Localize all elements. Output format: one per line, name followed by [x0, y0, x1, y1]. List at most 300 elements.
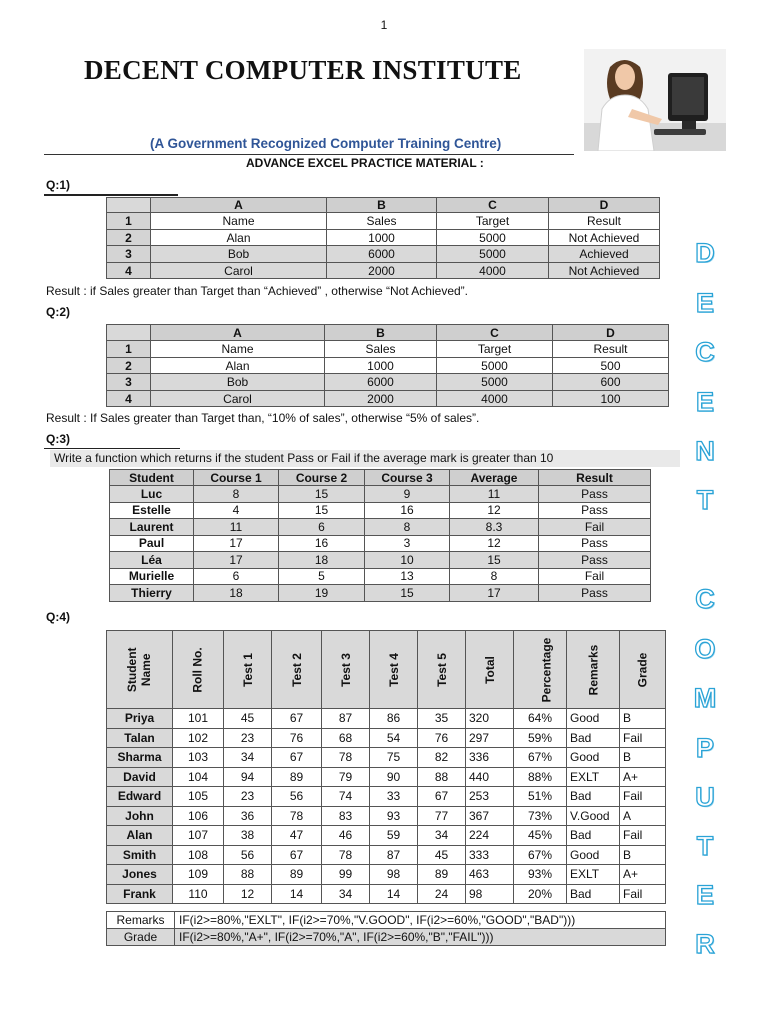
table-cell: Bob — [151, 246, 327, 263]
table-cell: 15 — [365, 585, 450, 602]
side-letter: C — [695, 584, 715, 614]
table-cell: 14 — [370, 884, 418, 904]
table-cell: Good — [567, 709, 620, 729]
column-header-label: Remarks — [585, 644, 600, 695]
table-cell: 106 — [173, 806, 224, 826]
table-cell: 17 — [450, 585, 539, 602]
table-cell: Bad — [567, 728, 620, 748]
table-cell: 109 — [173, 865, 224, 885]
row-number: 1 — [107, 213, 151, 230]
column-header: D — [553, 325, 669, 341]
table-cell: 98 — [466, 884, 514, 904]
column-header: B — [325, 325, 437, 341]
table-cell: 82 — [418, 748, 466, 768]
table-cell: 87 — [322, 709, 370, 729]
student-name: Thierry — [110, 585, 194, 602]
student-name: Murielle — [110, 568, 194, 585]
table-cell: 15 — [279, 486, 365, 503]
table-cell: 88 — [418, 767, 466, 787]
table-cell: Bad — [567, 884, 620, 904]
side-letter: P — [695, 733, 714, 763]
table-cell: 59 — [370, 826, 418, 846]
column-header: D — [549, 198, 660, 213]
material-heading: ADVANCE EXCEL PRACTICE MATERIAL : — [246, 156, 484, 170]
table-cell: 73% — [514, 806, 567, 826]
table-cell: B — [620, 709, 666, 729]
subtitle: (A Government Recognized Computer Training Centre) — [150, 136, 502, 151]
table-cell: Target — [437, 213, 549, 230]
table-cell: 16 — [365, 502, 450, 519]
table-cell: 100 — [553, 391, 669, 407]
table-cell: 15 — [450, 552, 539, 569]
table-cell: 17 — [194, 535, 279, 552]
row-number: 1 — [107, 341, 151, 358]
table-cell: Alan — [151, 230, 327, 246]
column-header: C — [437, 325, 553, 341]
table-cell: B — [620, 748, 666, 768]
table-cell: 86 — [370, 709, 418, 729]
table-cell: 16 — [279, 535, 365, 552]
table-cell: 3 — [365, 535, 450, 552]
table-row — [107, 865, 666, 885]
table-cell: 1000 — [325, 358, 437, 374]
table-cell: Pass — [539, 535, 651, 552]
column-header — [370, 631, 418, 709]
table-cell: 8 — [365, 519, 450, 536]
table-cell: 93% — [514, 865, 567, 885]
table-row — [107, 246, 660, 263]
side-letter: R — [695, 929, 715, 959]
table-cell: V.Good — [567, 806, 620, 826]
table-cell: Pass — [539, 552, 651, 569]
table-cell: 14 — [272, 884, 322, 904]
table-row — [107, 709, 666, 729]
q3-table — [109, 469, 651, 602]
table-cell: 56 — [224, 845, 272, 865]
column-header — [514, 631, 567, 709]
table-cell: 11 — [450, 486, 539, 503]
table-row — [107, 391, 669, 407]
table-row — [107, 358, 669, 374]
table-cell: 67 — [272, 709, 322, 729]
table-cell: 46 — [322, 826, 370, 846]
q2-column-header-row — [107, 325, 669, 341]
table-cell: 8 — [450, 568, 539, 585]
table-cell: 10 — [365, 552, 450, 569]
table-cell: 23 — [224, 728, 272, 748]
table-cell: 463 — [466, 865, 514, 885]
table-cell: Good — [567, 748, 620, 768]
table-row — [107, 884, 666, 904]
table-cell: Alan — [151, 358, 325, 374]
table-cell: 105 — [173, 787, 224, 807]
formula-label: Grade — [107, 929, 175, 946]
q1-result-text: Result : if Sales greater than Target than “Achieved” , otherwise “Not Achieved”. — [46, 284, 468, 298]
table-cell: 8.3 — [450, 519, 539, 536]
table-cell: 600 — [553, 374, 669, 391]
table-cell: 34 — [418, 826, 466, 846]
student-name: Edward — [107, 787, 173, 807]
row-number: 2 — [107, 358, 151, 374]
table-cell: 78 — [322, 748, 370, 768]
column-header: B — [327, 198, 437, 213]
table-row — [107, 728, 666, 748]
table-row — [110, 585, 651, 602]
table-cell: 500 — [553, 358, 669, 374]
table-cell: 34 — [224, 748, 272, 768]
q1-column-header-row — [107, 198, 660, 213]
student-name: Priya — [107, 709, 173, 729]
student-name: Luc — [110, 486, 194, 503]
table-cell: Not Achieved — [549, 230, 660, 246]
formula-text: IF(i2>=80%,"EXLT", IF(i2>=70%,"V.GOOD", IF(i2>=60%,"GOOD","BAD"))) — [175, 912, 666, 929]
table-row — [107, 748, 666, 768]
column-header — [567, 631, 620, 709]
table-cell: 45% — [514, 826, 567, 846]
table-cell: Carol — [151, 263, 327, 279]
q2-table — [106, 324, 669, 407]
column-header-label: Total — [482, 655, 497, 684]
table-cell: 45 — [224, 709, 272, 729]
q2-result-text: Result : If Sales greater than Target than, “10% of sales”, otherwise “5% of sales”. — [46, 411, 480, 425]
table-cell: 67 — [418, 787, 466, 807]
row-number: 4 — [107, 391, 151, 407]
q3-instruction: Write a function which returns if the student Pass or Fail if the average mark is greater than 10 — [50, 450, 680, 467]
column-header: Average — [450, 470, 539, 486]
table-cell: 20% — [514, 884, 567, 904]
table-cell: 4000 — [437, 263, 549, 279]
side-letter: M — [693, 683, 717, 713]
column-header — [418, 631, 466, 709]
table-cell: Good — [567, 845, 620, 865]
table-cell: 59% — [514, 728, 567, 748]
formula-row — [107, 912, 666, 929]
student-name: Sharma — [107, 748, 173, 768]
side-letter: E — [695, 880, 714, 910]
column-header-label: Test 5 — [434, 652, 449, 687]
side-letter: D — [695, 238, 715, 268]
column-header — [322, 631, 370, 709]
table-cell: 93 — [370, 806, 418, 826]
table-cell: Bad — [567, 826, 620, 846]
table-cell: 224 — [466, 826, 514, 846]
table-cell: 94 — [224, 767, 272, 787]
page-title: DECENT COMPUTER INSTITUTE — [84, 55, 522, 85]
column-header — [466, 631, 514, 709]
table-cell: 103 — [173, 748, 224, 768]
table-row — [107, 374, 669, 391]
table-cell: 6 — [194, 568, 279, 585]
student-name: Frank — [107, 884, 173, 904]
table-cell: 78 — [322, 845, 370, 865]
side-letter: T — [696, 485, 714, 515]
column-header-label: Test 3 — [338, 652, 353, 687]
table-row — [110, 552, 651, 569]
table-cell: Fail — [539, 519, 651, 536]
formula-text: IF(i2>=80%,"A+", IF(i2>=70%,"A", IF(i2>=60%,"B","FAIL"))) — [175, 929, 666, 946]
q3-underline — [44, 448, 180, 449]
q1-table — [106, 197, 660, 279]
student-name: John — [107, 806, 173, 826]
table-cell: 88 — [224, 865, 272, 885]
table-cell: 67 — [272, 845, 322, 865]
table-cell: Pass — [539, 502, 651, 519]
table-cell: Fail — [620, 787, 666, 807]
table-cell: 12 — [450, 502, 539, 519]
header-divider — [44, 154, 574, 155]
table-cell: 336 — [466, 748, 514, 768]
formula-row — [107, 929, 666, 946]
table-cell: Fail — [620, 884, 666, 904]
q4-header-row — [107, 631, 666, 709]
row-number: 4 — [107, 263, 151, 279]
header-photo — [584, 49, 726, 151]
table-cell: Fail — [620, 826, 666, 846]
formula-label: Remarks — [107, 912, 175, 929]
table-cell: 64% — [514, 709, 567, 729]
table-cell: 9 — [365, 486, 450, 503]
column-header-label: Test 1 — [240, 652, 255, 687]
table-cell: 77 — [418, 806, 466, 826]
side-letter: N — [695, 436, 715, 466]
table-cell: 90 — [370, 767, 418, 787]
table-cell: Achieved — [549, 246, 660, 263]
student-name: Smith — [107, 845, 173, 865]
table-cell: 56 — [272, 787, 322, 807]
table-cell: 5000 — [437, 374, 553, 391]
q4-label: Q:4) — [46, 610, 70, 624]
formula-table — [106, 911, 666, 946]
table-cell: 83 — [322, 806, 370, 826]
table-row — [107, 230, 660, 246]
student-name: Talan — [107, 728, 173, 748]
student-name: Paul — [110, 535, 194, 552]
column-header-label: Grade — [635, 652, 650, 687]
table-cell: 108 — [173, 845, 224, 865]
table-cell: 5000 — [437, 230, 549, 246]
column-header-label: Student Name — [124, 647, 153, 692]
table-cell: Fail — [539, 568, 651, 585]
table-row — [107, 213, 660, 230]
student-name: Laurent — [110, 519, 194, 536]
student-name: Estelle — [110, 502, 194, 519]
table-cell: Result — [549, 213, 660, 230]
table-cell: Name — [151, 341, 325, 358]
table-cell: 89 — [272, 865, 322, 885]
column-header: Course 3 — [365, 470, 450, 486]
row-number: 3 — [107, 374, 151, 391]
table-cell: EXLT — [567, 865, 620, 885]
table-cell: 76 — [272, 728, 322, 748]
table-row — [110, 519, 651, 536]
table-row — [110, 486, 651, 503]
table-cell: 6000 — [327, 246, 437, 263]
table-cell: 45 — [418, 845, 466, 865]
table-cell: 18 — [194, 585, 279, 602]
column-header-label: Test 4 — [386, 652, 401, 687]
table-cell: 34 — [322, 884, 370, 904]
table-cell: Bob — [151, 374, 325, 391]
table-cell: 98 — [370, 865, 418, 885]
table-cell: 5000 — [437, 246, 549, 263]
student-name: Jones — [107, 865, 173, 885]
table-cell: 6000 — [325, 374, 437, 391]
table-cell: 78 — [272, 806, 322, 826]
table-cell: 67 — [272, 748, 322, 768]
table-cell: 99 — [322, 865, 370, 885]
table-cell: Name — [151, 213, 327, 230]
column-header: Course 2 — [279, 470, 365, 486]
table-cell: 12 — [224, 884, 272, 904]
table-row — [107, 806, 666, 826]
table-cell: A+ — [620, 865, 666, 885]
table-cell: 4 — [194, 502, 279, 519]
row-number: 2 — [107, 230, 151, 246]
column-header: A — [151, 325, 325, 341]
table-row — [107, 341, 669, 358]
table-cell: 5 — [279, 568, 365, 585]
page-number: 1 — [380, 18, 388, 32]
table-cell: 102 — [173, 728, 224, 748]
column-header: Course 1 — [194, 470, 279, 486]
table-cell: 104 — [173, 767, 224, 787]
table-cell: 107 — [173, 826, 224, 846]
student-name: Alan — [107, 826, 173, 846]
table-cell: Not Achieved — [549, 263, 660, 279]
table-cell: 51% — [514, 787, 567, 807]
table-cell: 2000 — [325, 391, 437, 407]
table-cell: 38 — [224, 826, 272, 846]
table-cell: EXLT — [567, 767, 620, 787]
woman-at-computer-illustration — [584, 49, 726, 151]
student-name: David — [107, 767, 173, 787]
table-cell: Pass — [539, 585, 651, 602]
column-header — [224, 631, 272, 709]
table-cell: Fail — [620, 728, 666, 748]
table-cell: Result — [553, 341, 669, 358]
table-cell: 110 — [173, 884, 224, 904]
table-cell: 88% — [514, 767, 567, 787]
table-cell: 12 — [450, 535, 539, 552]
table-cell: 35 — [418, 709, 466, 729]
table-cell: 33 — [370, 787, 418, 807]
side-letter: C — [695, 337, 715, 367]
table-cell: 47 — [272, 826, 322, 846]
row-number: 3 — [107, 246, 151, 263]
table-cell: 79 — [322, 767, 370, 787]
table-cell: 23 — [224, 787, 272, 807]
table-cell: 440 — [466, 767, 514, 787]
q3-header-row — [110, 470, 651, 486]
table-cell: 89 — [418, 865, 466, 885]
table-cell: 76 — [418, 728, 466, 748]
table-cell: 5000 — [437, 358, 553, 374]
table-cell: 74 — [322, 787, 370, 807]
table-cell: A+ — [620, 767, 666, 787]
table-cell: 1000 — [327, 230, 437, 246]
table-cell: 297 — [466, 728, 514, 748]
side-letter: O — [694, 634, 716, 664]
table-row — [107, 263, 660, 279]
q1-label: Q:1) — [46, 178, 70, 192]
table-cell: 24 — [418, 884, 466, 904]
table-cell: 17 — [194, 552, 279, 569]
table-row — [110, 568, 651, 585]
side-letter: E — [695, 387, 714, 417]
side-letter: E — [695, 288, 714, 318]
table-cell: 8 — [194, 486, 279, 503]
table-row — [107, 767, 666, 787]
column-header — [107, 631, 173, 709]
table-row — [110, 535, 651, 552]
column-header — [272, 631, 322, 709]
table-cell: 4000 — [437, 391, 553, 407]
table-cell: 367 — [466, 806, 514, 826]
table-cell: 75 — [370, 748, 418, 768]
column-header — [620, 631, 666, 709]
table-cell: Sales — [325, 341, 437, 358]
corner-cell — [107, 198, 151, 213]
table-cell: 253 — [466, 787, 514, 807]
q3-label: Q:3) — [46, 432, 70, 446]
table-row — [107, 845, 666, 865]
table-cell: 13 — [365, 568, 450, 585]
q2-label: Q:2) — [46, 305, 70, 319]
table-cell: 101 — [173, 709, 224, 729]
table-cell: 320 — [466, 709, 514, 729]
table-cell: 19 — [279, 585, 365, 602]
table-cell: 333 — [466, 845, 514, 865]
table-row — [107, 826, 666, 846]
column-header: C — [437, 198, 549, 213]
table-cell: A — [620, 806, 666, 826]
table-cell: Carol — [151, 391, 325, 407]
table-cell: B — [620, 845, 666, 865]
column-header-label: Test 2 — [289, 652, 304, 687]
table-cell: Target — [437, 341, 553, 358]
q1-underline — [44, 194, 178, 196]
column-header: A — [151, 198, 327, 213]
table-row — [107, 787, 666, 807]
table-cell: 67% — [514, 845, 567, 865]
side-letter: T — [696, 831, 714, 861]
table-cell: Bad — [567, 787, 620, 807]
table-cell: 2000 — [327, 263, 437, 279]
q4-table — [106, 630, 666, 904]
table-cell: Sales — [327, 213, 437, 230]
table-cell: 15 — [279, 502, 365, 519]
table-cell: 68 — [322, 728, 370, 748]
corner-cell — [107, 325, 151, 341]
table-cell: 18 — [279, 552, 365, 569]
column-header — [173, 631, 224, 709]
student-name: Léa — [110, 552, 194, 569]
column-header-label: Percentage — [539, 637, 554, 702]
table-cell: 89 — [272, 767, 322, 787]
table-cell: 67% — [514, 748, 567, 768]
table-cell: 87 — [370, 845, 418, 865]
table-cell: Pass — [539, 486, 651, 503]
column-header: Result — [539, 470, 651, 486]
table-row — [110, 502, 651, 519]
table-cell: 54 — [370, 728, 418, 748]
table-cell: 36 — [224, 806, 272, 826]
side-letter: U — [695, 782, 715, 812]
table-cell: 11 — [194, 519, 279, 536]
table-cell: 6 — [279, 519, 365, 536]
column-header-label: Roll No. — [190, 646, 205, 693]
column-header: Student — [110, 470, 194, 486]
